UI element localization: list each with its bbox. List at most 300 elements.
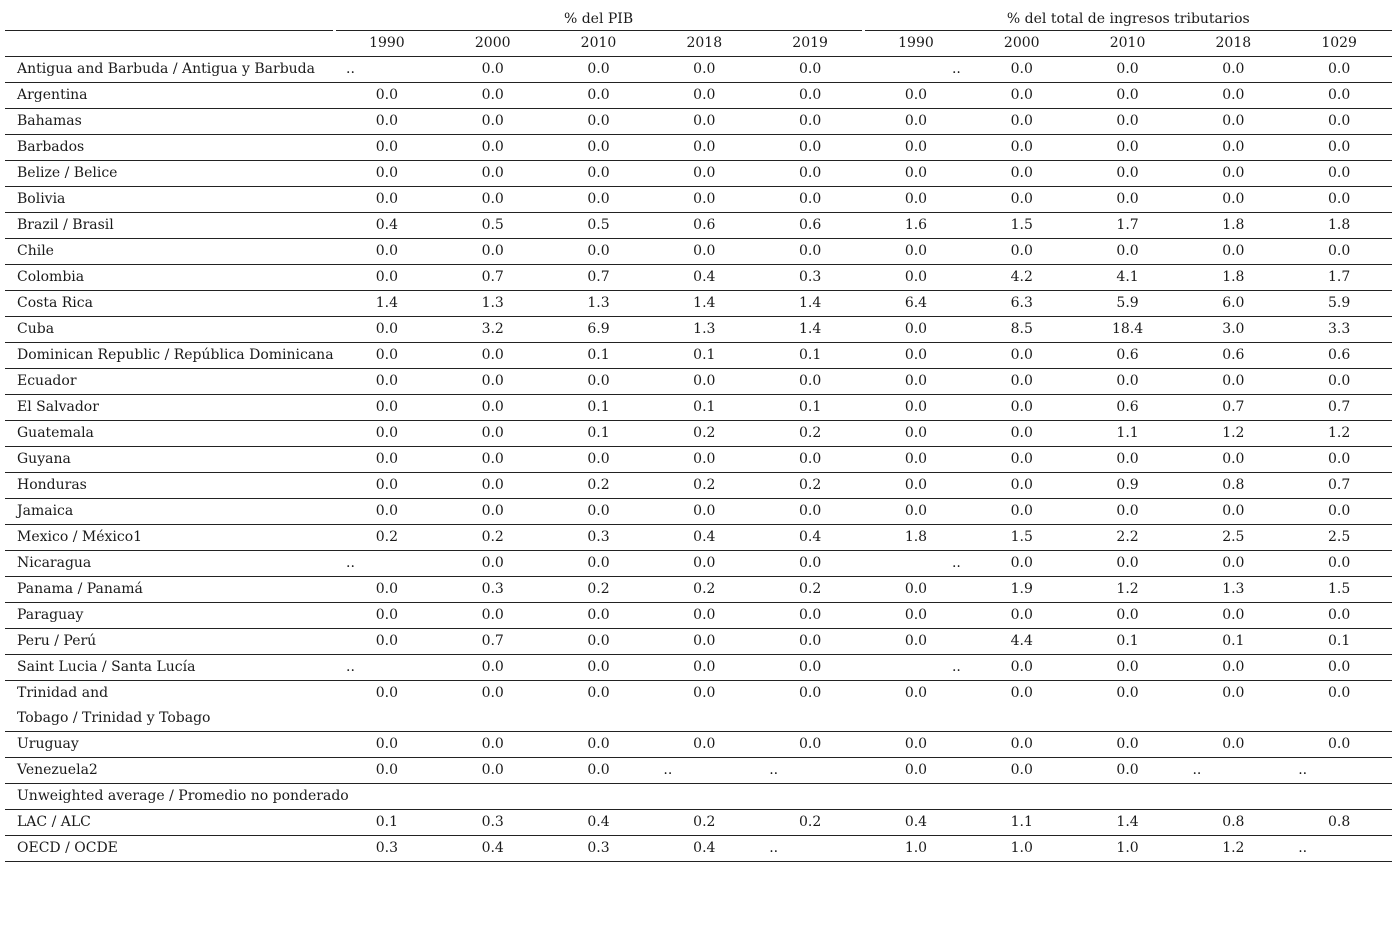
tax-share-value-cell: 1.1 — [969, 810, 1075, 836]
tax-share-value-cell: 0.0 — [1286, 551, 1392, 577]
country-name-cell: Honduras — [5, 473, 334, 499]
tax-share-value-cell: 1.9 — [969, 577, 1075, 603]
pib-value-cell: .. — [757, 758, 863, 784]
pib-value-cell: 0.0 — [334, 421, 440, 447]
tax-share-value-cell: 6.3 — [969, 291, 1075, 317]
tax-share-value-cell: 0.0 — [1075, 109, 1181, 135]
tax-share-value-cell: 0.0 — [1286, 499, 1392, 525]
pib-value-cell: 0.0 — [334, 83, 440, 109]
country-name-cell: Costa Rica — [5, 291, 334, 317]
pib-value-cell: .. — [334, 655, 440, 681]
tax-share-value-cell: 0.0 — [863, 681, 969, 732]
tax-share-value-cell: 1.1 — [1075, 421, 1181, 447]
table-row — [5, 317, 1392, 343]
tax-share-value-cell: 18.4 — [1075, 317, 1181, 343]
tax-share-value-cell: 0.0 — [1075, 732, 1181, 758]
pib-value-cell: 0.6 — [651, 213, 757, 239]
pib-value-cell: 0.0 — [334, 135, 440, 161]
pib-value-cell: 0.2 — [546, 577, 652, 603]
pib-value-cell: 0.0 — [334, 681, 440, 732]
pib-value-cell: 0.3 — [334, 836, 440, 862]
tax-share-value-cell: 0.8 — [1180, 810, 1286, 836]
tax-share-value-cell: 1.2 — [1075, 577, 1181, 603]
tax-share-value-cell: 0.0 — [969, 239, 1075, 265]
tax-share-value-cell: 1.4 — [1075, 810, 1181, 836]
tax-share-value-cell: 8.5 — [969, 317, 1075, 343]
tax-share-value-cell: 0.0 — [863, 343, 969, 369]
tax-share-value-cell — [863, 784, 969, 810]
pib-value-cell: 0.0 — [334, 369, 440, 395]
pib-value-cell: 0.1 — [334, 810, 440, 836]
tax-share-value-cell: 6.0 — [1180, 291, 1286, 317]
pib-value-cell: 0.0 — [440, 57, 546, 83]
pib-value-cell: 0.0 — [440, 395, 546, 421]
country-name-cell: Dominican Republic / República Dominicana — [5, 343, 334, 369]
pib-value-cell: 0.0 — [546, 551, 652, 577]
pib-value-cell: 0.0 — [546, 732, 652, 758]
pib-value-cell: 0.0 — [334, 577, 440, 603]
tax-revenue-table — [5, 5, 1392, 862]
country-name-cell: Ecuador — [5, 369, 334, 395]
tax-share-value-cell: 0.0 — [1180, 239, 1286, 265]
pib-value-cell: 0.2 — [651, 473, 757, 499]
pib-value-cell: 0.0 — [757, 187, 863, 213]
pib-value-cell: 0.7 — [440, 629, 546, 655]
tax-share-value-cell: 0.0 — [1180, 655, 1286, 681]
tax-share-value-cell — [1075, 784, 1181, 810]
table-row — [5, 161, 1392, 187]
country-name-cell: Uruguay — [5, 732, 334, 758]
pib-value-cell: 0.0 — [546, 83, 652, 109]
pib-value-cell: 0.0 — [440, 83, 546, 109]
tax-share-value-cell: 0.0 — [1286, 447, 1392, 473]
pib-value-cell: 0.3 — [440, 577, 546, 603]
tax-share-value-cell: 0.6 — [1180, 343, 1286, 369]
pib-value-cell: 0.0 — [651, 447, 757, 473]
tax-share-value-cell: 0.0 — [969, 83, 1075, 109]
pib-value-cell: 0.0 — [334, 187, 440, 213]
pib-value-cell: 0.0 — [757, 499, 863, 525]
tax-share-value-cell: 1.7 — [1075, 213, 1181, 239]
pib-value-cell: 0.0 — [546, 187, 652, 213]
pib-value-cell: 0.2 — [651, 421, 757, 447]
tax-share-value-cell: 0.6 — [1075, 343, 1181, 369]
tax-share-value-cell: 1.2 — [1180, 421, 1286, 447]
table-row — [5, 265, 1392, 291]
tax-share-value-cell: 3.0 — [1180, 317, 1286, 343]
pib-value-cell: 0.5 — [546, 213, 652, 239]
tax-share-value-cell: 0.0 — [863, 317, 969, 343]
country-name-cell: Bolivia — [5, 187, 334, 213]
table-row — [5, 239, 1392, 265]
country-name-cell: Venezuela2 — [5, 758, 334, 784]
tax-share-value-cell: 0.0 — [1286, 655, 1392, 681]
pib-value-cell: 0.0 — [440, 369, 546, 395]
tax-share-value-cell — [1180, 784, 1286, 810]
pib-value-cell: 0.0 — [334, 161, 440, 187]
tax-share-value-cell: 0.0 — [1075, 655, 1181, 681]
tax-share-value-cell: 0.0 — [969, 57, 1075, 83]
pib-value-cell: .. — [757, 836, 863, 862]
year-header-row — [5, 31, 1392, 57]
tax-share-value-cell: 0.0 — [1075, 135, 1181, 161]
pib-value-cell: 0.4 — [757, 525, 863, 551]
pib-value-cell: 0.0 — [651, 499, 757, 525]
pib-value-cell — [334, 784, 440, 810]
table-row — [5, 343, 1392, 369]
pib-value-cell: 0.0 — [546, 499, 652, 525]
tax-share-value-cell: .. — [863, 551, 969, 577]
tax-share-value-cell: 0.0 — [1180, 499, 1286, 525]
tax-share-value-cell: 0.6 — [1075, 395, 1181, 421]
table-row — [5, 655, 1392, 681]
pib-value-cell: 0.2 — [757, 810, 863, 836]
pib-value-cell: 0.0 — [440, 343, 546, 369]
tax-share-value-cell: 1.0 — [863, 836, 969, 862]
country-name-cell: Unweighted average / Promedio no ponderado — [5, 784, 334, 810]
country-name-cell: Saint Lucia / Santa Lucía — [5, 655, 334, 681]
country-name-cell: Barbados — [5, 135, 334, 161]
pib-value-cell: 0.0 — [440, 655, 546, 681]
tax-share-value-cell: 0.0 — [863, 161, 969, 187]
pib-value-cell: 1.4 — [334, 291, 440, 317]
pib-value-cell: 0.0 — [757, 603, 863, 629]
country-name-cell: Colombia — [5, 265, 334, 291]
pib-value-cell — [440, 784, 546, 810]
pib-value-cell: 0.0 — [757, 629, 863, 655]
pib-value-cell: 0.0 — [651, 109, 757, 135]
tax-share-value-cell: 3.3 — [1286, 317, 1392, 343]
country-name-cell: Panama / Panamá — [5, 577, 334, 603]
table-row — [5, 603, 1392, 629]
tax-share-value-cell: 0.0 — [863, 395, 969, 421]
pib-value-cell: 1.4 — [651, 291, 757, 317]
tax-share-value-cell: 0.0 — [1286, 161, 1392, 187]
tax-share-value-cell: 0.0 — [969, 603, 1075, 629]
group-header-pib: % del PIB — [334, 5, 863, 31]
table-row — [5, 681, 1392, 732]
pib-value-cell: 0.0 — [440, 681, 546, 732]
pib-value-cell — [546, 784, 652, 810]
table-row — [5, 447, 1392, 473]
pib-value-cell: 0.0 — [546, 135, 652, 161]
table-row — [5, 135, 1392, 161]
year-header: 1029 — [1286, 31, 1392, 57]
tax-share-value-cell: 0.0 — [1286, 681, 1392, 732]
country-name-cell: Guyana — [5, 447, 334, 473]
pib-value-cell: 0.0 — [546, 57, 652, 83]
tax-share-value-cell: 0.0 — [969, 732, 1075, 758]
table-row — [5, 57, 1392, 83]
tax-share-value-cell: 0.0 — [1180, 551, 1286, 577]
pib-value-cell: 0.0 — [334, 603, 440, 629]
pib-value-cell: 0.0 — [440, 109, 546, 135]
country-name-cell: OECD / OCDE — [5, 836, 334, 862]
pib-value-cell: 1.3 — [546, 291, 652, 317]
pib-value-cell: 0.0 — [546, 603, 652, 629]
corner-cell — [5, 5, 334, 31]
pib-value-cell: 0.0 — [651, 551, 757, 577]
tax-share-value-cell: 0.0 — [969, 473, 1075, 499]
tax-share-value-cell: .. — [863, 655, 969, 681]
tax-share-value-cell: 0.0 — [863, 629, 969, 655]
pib-value-cell: 0.0 — [440, 499, 546, 525]
pib-value-cell — [757, 784, 863, 810]
tax-share-value-cell: 0.0 — [863, 265, 969, 291]
tax-share-value-cell: 0.0 — [1286, 109, 1392, 135]
pib-value-cell: 0.0 — [440, 758, 546, 784]
country-name-cell: Nicaragua — [5, 551, 334, 577]
pib-value-cell: 0.6 — [757, 213, 863, 239]
tax-share-value-cell: 0.6 — [1286, 343, 1392, 369]
pib-value-cell: 0.0 — [334, 447, 440, 473]
pib-value-cell: 0.0 — [757, 551, 863, 577]
tax-share-value-cell: 0.7 — [1286, 395, 1392, 421]
pib-value-cell: 0.7 — [546, 265, 652, 291]
tax-share-value-cell: 4.2 — [969, 265, 1075, 291]
tax-share-value-cell: 0.0 — [1075, 161, 1181, 187]
pib-value-cell: 0.0 — [651, 732, 757, 758]
tax-share-value-cell: 0.0 — [863, 187, 969, 213]
country-name-cell: Belize / Belice — [5, 161, 334, 187]
pib-value-cell: 0.0 — [440, 473, 546, 499]
tax-share-value-cell: 5.9 — [1286, 291, 1392, 317]
tax-share-value-cell: 0.0 — [863, 447, 969, 473]
tax-share-value-cell: 0.0 — [863, 577, 969, 603]
tax-share-value-cell — [969, 784, 1075, 810]
pib-value-cell: 0.0 — [651, 135, 757, 161]
pib-value-cell: 1.4 — [757, 317, 863, 343]
tax-share-value-cell: 1.8 — [1286, 213, 1392, 239]
tax-share-value-cell: 0.8 — [1286, 810, 1392, 836]
pib-value-cell: 0.2 — [757, 421, 863, 447]
pib-value-cell: 0.0 — [440, 421, 546, 447]
pib-value-cell: 0.0 — [546, 369, 652, 395]
tax-share-value-cell: 0.0 — [1075, 551, 1181, 577]
tax-share-value-cell: 0.0 — [863, 473, 969, 499]
country-name-line: Tobago / Trinidad y Tobago — [17, 710, 211, 726]
tax-share-value-cell: 0.0 — [863, 135, 969, 161]
pib-value-cell: 0.0 — [334, 343, 440, 369]
pib-value-cell: 0.3 — [440, 810, 546, 836]
tax-share-value-cell: 0.0 — [969, 135, 1075, 161]
year-header: 1990 — [334, 31, 440, 57]
tax-share-value-cell: 0.0 — [969, 369, 1075, 395]
pib-value-cell: 0.0 — [440, 447, 546, 473]
pib-value-cell: 0.0 — [546, 447, 652, 473]
pib-value-cell: 0.0 — [334, 629, 440, 655]
tax-share-value-cell: 0.0 — [1286, 57, 1392, 83]
tax-share-value-cell: 0.0 — [1075, 603, 1181, 629]
pib-value-cell: 0.0 — [440, 239, 546, 265]
tax-share-value-cell: 0.0 — [969, 551, 1075, 577]
tax-share-value-cell: 0.0 — [1075, 681, 1181, 732]
pib-value-cell: 0.0 — [757, 239, 863, 265]
tax-share-value-cell: 0.0 — [863, 732, 969, 758]
tax-share-value-cell: 0.0 — [969, 758, 1075, 784]
tax-share-value-cell: 0.0 — [1180, 732, 1286, 758]
tax-share-value-cell: 1.0 — [1075, 836, 1181, 862]
country-name-cell: LAC / ALC — [5, 810, 334, 836]
tax-share-value-cell: 0.8 — [1180, 473, 1286, 499]
tax-share-value-cell: 1.2 — [1180, 836, 1286, 862]
tax-share-value-cell: 1.8 — [1180, 265, 1286, 291]
tax-share-value-cell: 0.0 — [1075, 57, 1181, 83]
tax-share-value-cell: 0.0 — [1286, 603, 1392, 629]
tax-share-value-cell: 0.0 — [1286, 83, 1392, 109]
pib-value-cell: 0.4 — [651, 525, 757, 551]
pib-value-cell: 0.3 — [546, 525, 652, 551]
table-row — [5, 187, 1392, 213]
tax-share-value-cell: 4.1 — [1075, 265, 1181, 291]
pib-value-cell: 6.9 — [546, 317, 652, 343]
country-name-cell — [5, 681, 334, 732]
tax-share-value-cell: 1.7 — [1286, 265, 1392, 291]
tax-share-value-cell: 0.0 — [1180, 109, 1286, 135]
pib-value-cell: 0.0 — [757, 161, 863, 187]
pib-value-cell: 0.0 — [651, 369, 757, 395]
pib-value-cell: 0.1 — [651, 343, 757, 369]
pib-value-cell: 0.1 — [546, 343, 652, 369]
table-row — [5, 810, 1392, 836]
tax-share-value-cell: 0.0 — [863, 109, 969, 135]
tax-share-value-cell: 0.0 — [969, 499, 1075, 525]
data-table-container — [5, 5, 1392, 862]
tax-share-value-cell: 0.0 — [1075, 499, 1181, 525]
pib-value-cell: 0.1 — [546, 395, 652, 421]
pib-value-cell: 0.0 — [334, 758, 440, 784]
table-row — [5, 109, 1392, 135]
table-row — [5, 83, 1392, 109]
pib-value-cell: 0.4 — [546, 810, 652, 836]
tax-share-value-cell: 0.0 — [1180, 603, 1286, 629]
tax-share-value-cell: 0.0 — [1286, 732, 1392, 758]
tax-share-value-cell: 0.0 — [1180, 135, 1286, 161]
tax-share-value-cell: 5.9 — [1075, 291, 1181, 317]
country-name-cell: Chile — [5, 239, 334, 265]
pib-value-cell: 0.0 — [651, 655, 757, 681]
year-header: 1990 — [863, 31, 969, 57]
tax-share-value-cell: 0.0 — [1286, 239, 1392, 265]
tax-share-value-cell: 4.4 — [969, 629, 1075, 655]
pib-value-cell: 0.0 — [440, 603, 546, 629]
pib-value-cell: 0.4 — [651, 265, 757, 291]
pib-value-cell: 0.0 — [334, 109, 440, 135]
country-name-cell: Guatemala — [5, 421, 334, 447]
pib-value-cell: 0.0 — [651, 57, 757, 83]
country-header — [5, 31, 334, 57]
tax-share-value-cell: 0.1 — [1075, 629, 1181, 655]
tax-share-value-cell: 1.3 — [1180, 577, 1286, 603]
pib-value-cell: 0.2 — [440, 525, 546, 551]
tax-share-value-cell: .. — [1286, 836, 1392, 862]
pib-value-cell: 0.0 — [546, 109, 652, 135]
tax-share-value-cell: 1.0 — [969, 836, 1075, 862]
tax-share-value-cell: 0.0 — [1286, 187, 1392, 213]
tax-share-value-cell: 2.5 — [1180, 525, 1286, 551]
pib-value-cell: 1.4 — [757, 291, 863, 317]
pib-value-cell: 0.0 — [440, 732, 546, 758]
tax-share-value-cell: 1.5 — [969, 525, 1075, 551]
pib-value-cell: 0.0 — [334, 473, 440, 499]
country-name-cell: Jamaica — [5, 499, 334, 525]
pib-value-cell: 0.0 — [757, 681, 863, 732]
pib-value-cell: 0.2 — [757, 473, 863, 499]
pib-value-cell: 0.5 — [440, 213, 546, 239]
tax-share-value-cell: 0.0 — [1075, 447, 1181, 473]
tax-share-value-cell: 0.0 — [1180, 57, 1286, 83]
pib-value-cell: 1.3 — [440, 291, 546, 317]
table-row — [5, 577, 1392, 603]
pib-value-cell: 0.1 — [546, 421, 652, 447]
pib-value-cell: 0.0 — [651, 187, 757, 213]
pib-value-cell — [651, 784, 757, 810]
tax-share-value-cell: 1.8 — [1180, 213, 1286, 239]
pib-value-cell: 0.0 — [757, 369, 863, 395]
table-row — [5, 213, 1392, 239]
pib-value-cell: 0.2 — [546, 473, 652, 499]
pib-value-cell: 0.2 — [334, 525, 440, 551]
tax-share-value-cell: 0.0 — [1075, 758, 1181, 784]
tax-share-value-cell: 2.2 — [1075, 525, 1181, 551]
pib-value-cell: 0.0 — [334, 317, 440, 343]
pib-value-cell: 0.2 — [651, 577, 757, 603]
tax-share-value-cell: 0.0 — [1180, 83, 1286, 109]
tax-share-value-cell: 0.0 — [969, 421, 1075, 447]
pib-value-cell: 0.1 — [757, 343, 863, 369]
tax-share-value-cell: 2.5 — [1286, 525, 1392, 551]
country-name-cell: Brazil / Brasil — [5, 213, 334, 239]
tax-share-value-cell: 0.7 — [1286, 473, 1392, 499]
tax-share-value-cell: 0.0 — [1286, 369, 1392, 395]
pib-value-cell: 0.0 — [546, 161, 652, 187]
pib-value-cell: 0.2 — [757, 577, 863, 603]
pib-value-cell: 0.0 — [757, 447, 863, 473]
tax-share-value-cell: 0.1 — [1286, 629, 1392, 655]
tax-share-value-cell: 0.0 — [969, 447, 1075, 473]
year-header: 2019 — [757, 31, 863, 57]
pib-value-cell: 0.4 — [334, 213, 440, 239]
table-row — [5, 629, 1392, 655]
tax-share-value-cell: 0.0 — [863, 369, 969, 395]
pib-value-cell: 0.1 — [757, 395, 863, 421]
tax-share-value-cell: .. — [1180, 758, 1286, 784]
pib-value-cell: 0.0 — [757, 109, 863, 135]
table-row — [5, 369, 1392, 395]
table-row — [5, 291, 1392, 317]
group-header-tax: % del total de ingresos tributarios — [863, 5, 1392, 31]
pib-value-cell: 0.2 — [651, 810, 757, 836]
pib-value-cell: 3.2 — [440, 317, 546, 343]
tax-share-value-cell: 0.0 — [863, 603, 969, 629]
pib-value-cell: 0.0 — [651, 83, 757, 109]
tax-share-value-cell: 0.0 — [863, 421, 969, 447]
pib-value-cell: 0.0 — [334, 395, 440, 421]
country-name-cell: Peru / Perú — [5, 629, 334, 655]
year-header: 2000 — [969, 31, 1075, 57]
pib-value-cell: 0.1 — [651, 395, 757, 421]
country-name-cell: Mexico / México1 — [5, 525, 334, 551]
pib-value-cell: 0.0 — [440, 135, 546, 161]
pib-value-cell: 0.0 — [546, 681, 652, 732]
pib-value-cell: 0.0 — [757, 57, 863, 83]
tax-share-value-cell: 0.0 — [1075, 239, 1181, 265]
tax-share-value-cell: 0.0 — [969, 395, 1075, 421]
pib-value-cell: 0.0 — [546, 655, 652, 681]
pib-value-cell: 0.0 — [440, 161, 546, 187]
country-name-cell: Antigua and Barbuda / Antigua y Barbuda — [5, 57, 334, 83]
pib-value-cell: 0.0 — [757, 655, 863, 681]
